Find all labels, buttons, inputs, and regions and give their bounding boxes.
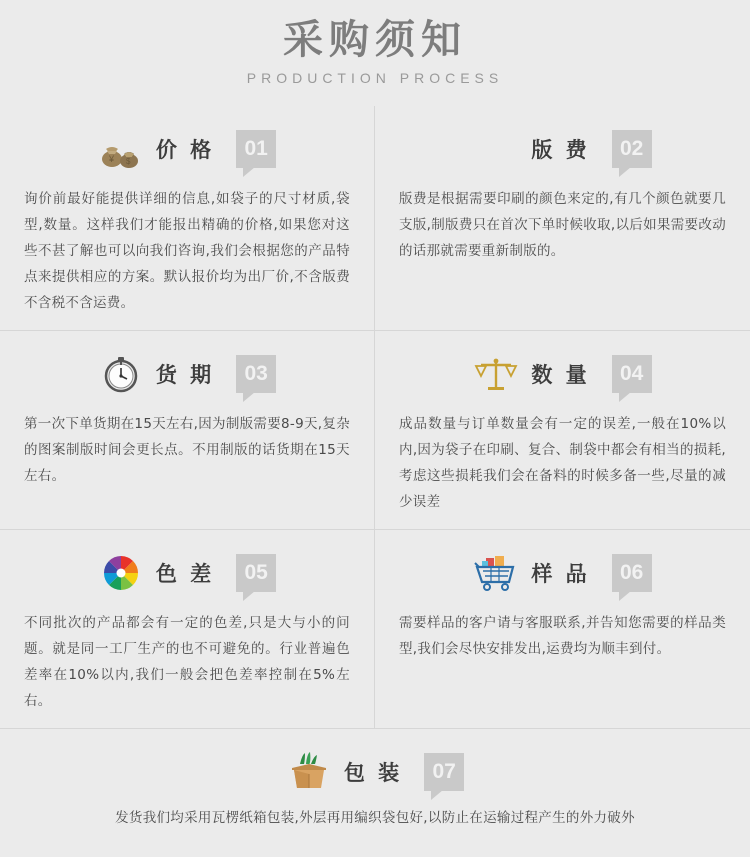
item-card-07 — [0, 729, 750, 857]
grid-row — [0, 106, 750, 330]
item-number-badge: 03 — [236, 355, 276, 393]
carton-box-icon — [286, 749, 332, 795]
item-card-02 — [375, 106, 750, 330]
item-header — [24, 546, 350, 600]
money-bags-icon — [98, 126, 144, 172]
item-card-04 — [375, 331, 750, 529]
color-wheel-icon — [98, 550, 144, 596]
svg-text:¥: ¥ — [108, 154, 114, 164]
grid-row — [0, 728, 750, 857]
item-description: 第一次下单货期在15天左右,因为制版需要8-9天,复杂的图案制版时间会更长点。不用制版的话货期在15天左右。 — [24, 416, 350, 484]
item-header — [399, 546, 726, 600]
item-header — [399, 122, 726, 176]
shopping-cart-icon — [473, 550, 519, 596]
printing-plate-icon — [473, 126, 519, 172]
page-title: 采购须知 — [283, 17, 467, 63]
page-header — [0, 0, 750, 86]
item-header — [24, 122, 350, 176]
item-header — [24, 745, 726, 799]
item-title: 色 差 — [155, 562, 215, 586]
item-number-badge: 02 — [612, 130, 652, 168]
item-description: 发货我们均采用瓦楞纸箱包装,外层再用编织袋包好,以防止在运输过程产生的外力破外 — [115, 810, 635, 826]
item-number-badge: 01 — [236, 130, 276, 168]
item-card-05 — [0, 530, 375, 728]
grid-row — [0, 529, 750, 728]
items-grid — [0, 106, 750, 857]
item-title: 版 费 — [531, 138, 590, 162]
grid-row — [0, 330, 750, 529]
item-number-badge: 07 — [424, 753, 464, 791]
item-description: 版费是根据需要印刷的颜色来定的,有几个颜色就要几支版,制版费只在首次下单时候收取,以后如果需要改动的话那就需要重新制版的。 — [399, 191, 726, 259]
item-title: 样 品 — [531, 562, 590, 586]
item-header — [399, 347, 726, 401]
page-subtitle: PRODUCTION PROCESS — [246, 70, 504, 86]
clock-icon — [98, 351, 144, 397]
item-title: 包 装 — [343, 761, 403, 785]
svg-text:$: $ — [125, 157, 131, 166]
item-title: 数 量 — [531, 363, 590, 387]
item-description: 成品数量与订单数量会有一定的误差,一般在10%以内,因为袋子在印刷、复合、制袋中都会有相当的损耗,考虑这些损耗我们会在备料的时候多备一些,尽量的减少误差 — [399, 416, 726, 510]
item-number-badge: 05 — [236, 554, 276, 592]
item-number-badge: 04 — [612, 355, 652, 393]
item-card-06 — [375, 530, 750, 728]
balance-scale-icon — [473, 351, 519, 397]
item-title: 货 期 — [155, 363, 215, 387]
item-header — [24, 347, 350, 401]
item-description: 需要样品的客户请与客服联系,并告知您需要的样品类型,我们会尽快安排发出,运费均为顺丰到付。 — [399, 615, 726, 657]
item-number-badge: 06 — [612, 554, 652, 592]
item-description: 询价前最好能提供详细的信息,如袋子的尺寸材质,袋型,数量。这样我们才能报出精确的价格,如果您对这些不甚了解也可以向我们咨询,我们会根据您的产品特点来提供相应的方案。默认报价均为出厂价,不含版费不含税不含运费。 — [24, 191, 350, 311]
footer-strip — [0, 809, 750, 819]
item-title: 价 格 — [155, 138, 215, 162]
item-description: 不同批次的产品都会有一定的色差,只是大与小的问题。就是同一工厂生产的也不可避免的。行业普遍色差率在10%以内,我们一般会把色差率控制在5%左右。 — [24, 615, 350, 709]
item-card-03 — [0, 331, 375, 529]
item-card-01 — [0, 106, 375, 330]
